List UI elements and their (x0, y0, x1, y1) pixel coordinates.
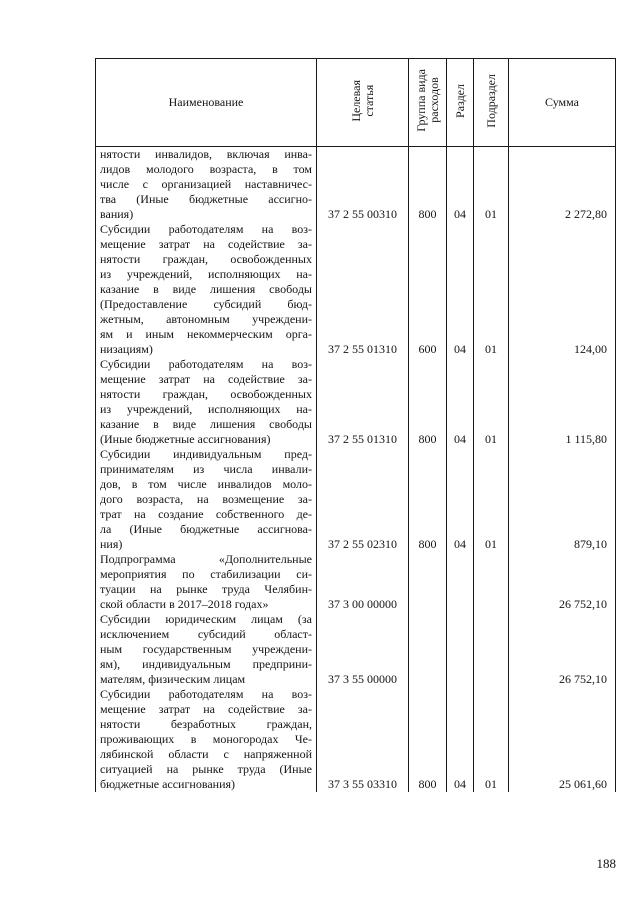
table-body (96, 147, 616, 793)
row-name-line: исключением субсидий област- (100, 627, 312, 641)
row-name-line: мещение затрат на содействие за- (100, 237, 312, 251)
row-name (96, 447, 317, 552)
row-name-line: дов, в том числе инвалидов моло- (100, 477, 312, 491)
table-row (96, 222, 616, 357)
row-subsection: 01 (474, 357, 509, 447)
row-name-line: Субсидии юридическим лицам (за (100, 612, 312, 626)
row-name-line: (Предоставление субсидий бюд- (100, 297, 312, 311)
row-expense-group (409, 552, 447, 612)
row-sum: 2 272,80 (509, 147, 616, 223)
row-name-line: проживающих в моногородах Че- (100, 732, 312, 746)
row-name-line: Субсидии работодателям на воз- (100, 222, 312, 236)
budget-table (95, 58, 616, 792)
row-section: 04 (447, 447, 474, 552)
row-subsection (474, 612, 509, 687)
row-name-line: тва (Иные бюджетные ассигно- (100, 192, 312, 206)
row-target-article: 37 2 55 01310 (317, 222, 409, 357)
row-name-line: казание в виде лишения свободы (100, 282, 312, 296)
row-sum: 26 752,10 (509, 552, 616, 612)
row-expense-group: 800 (409, 357, 447, 447)
row-subsection: 01 (474, 447, 509, 552)
row-name-line: ям), индивидуальным предприни- (100, 657, 312, 671)
row-name-line: (Иные бюджетные ассигнования) (100, 432, 271, 446)
row-section: 04 (447, 357, 474, 447)
row-name-line: дого возраста, на возмещение за- (100, 492, 312, 506)
row-name-line: Субсидии работодателям на воз- (100, 357, 312, 371)
page-number: 188 (596, 856, 616, 871)
row-name-line: ситуацией на рынке труда (Иные (100, 762, 312, 776)
row-section (447, 612, 474, 687)
row-subsection: 01 (474, 147, 509, 223)
table-row (96, 447, 616, 552)
row-name-line: принимателям из числа инвали- (100, 462, 312, 476)
row-name-line: мателям, физическим лицам (100, 672, 246, 686)
row-target-article: 37 2 55 02310 (317, 447, 409, 552)
row-sum: 25 061,60 (509, 687, 616, 792)
row-name-line: трат на создание собственного де- (100, 507, 312, 521)
row-expense-group: 800 (409, 447, 447, 552)
table-row (96, 552, 616, 612)
row-name-line: нятости граждан, освобожденных (100, 252, 312, 266)
row-name (96, 552, 317, 612)
header-expense-group: Группа вида расходов (409, 59, 447, 147)
row-target-article: 37 3 00 00000 (317, 552, 409, 612)
row-name-line: Субсидии индивидуальным пред- (100, 447, 312, 461)
table-row (96, 612, 616, 687)
table-row (96, 357, 616, 447)
header-name: Наименование (96, 59, 317, 147)
row-target-article: 37 3 55 03310 (317, 687, 409, 792)
row-name (96, 612, 317, 687)
header-subsection: Подраздел (474, 59, 509, 147)
row-target-article: 37 2 55 00310 (317, 147, 409, 223)
row-expense-group (409, 612, 447, 687)
row-name (96, 357, 317, 447)
row-subsection (474, 552, 509, 612)
row-name-line: мероприятия по стабилизации си- (100, 567, 312, 581)
row-target-article: 37 2 55 01310 (317, 357, 409, 447)
row-expense-group: 800 (409, 687, 447, 792)
row-sum: 879,10 (509, 447, 616, 552)
row-subsection: 01 (474, 687, 509, 792)
row-section (447, 552, 474, 612)
table-header-row (96, 59, 616, 147)
row-name-line: Субсидии работодателям на воз- (100, 687, 312, 701)
row-name-line: из учреждений, исполняющих на- (100, 267, 312, 281)
row-name-line: Подпрограмма «Дополнительные (100, 552, 312, 566)
row-name-line: мещение затрат на содействие за- (100, 372, 312, 386)
row-sum: 124,00 (509, 222, 616, 357)
row-name-line: из учреждений, исполняющих на- (100, 402, 312, 416)
row-name (96, 147, 317, 223)
row-name-line: ла (Иные бюджетные ассигнова- (100, 522, 312, 536)
row-name-line: нятости инвалидов, включая инва- (100, 147, 312, 161)
row-name-line: нятости граждан, освобожденных (100, 387, 312, 401)
budget-table-wrapper (95, 58, 615, 848)
table-row (96, 147, 616, 223)
header-sum: Сумма (509, 59, 616, 147)
row-sum: 26 752,10 (509, 612, 616, 687)
row-target-article: 37 3 55 00000 (317, 612, 409, 687)
row-name-line: жетным, автономным учреждени- (100, 312, 312, 326)
table-row (96, 687, 616, 792)
row-name-line: казание в виде лишения свободы (100, 417, 312, 431)
row-section: 04 (447, 687, 474, 792)
row-name-line: мещение затрат на содействие за- (100, 702, 312, 716)
row-sum: 1 115,80 (509, 357, 616, 447)
row-name-line: ям и иным некоммерческим орга- (100, 327, 312, 341)
row-name-line: ния) (100, 537, 123, 551)
row-name-line: лябинской области с напряженной (100, 747, 312, 761)
row-subsection: 01 (474, 222, 509, 357)
header-section: Раздел (447, 59, 474, 147)
row-name-line: ным государственным учреждени- (100, 642, 312, 656)
row-name (96, 222, 317, 357)
row-name-line: числе с организацией наставничес- (100, 177, 312, 191)
row-expense-group: 800 (409, 147, 447, 223)
row-name-line: ской области в 2017–2018 годах» (100, 597, 269, 611)
row-expense-group: 600 (409, 222, 447, 357)
row-section: 04 (447, 222, 474, 357)
row-name (96, 687, 317, 792)
row-name-line: бюджетные ассигнования) (100, 777, 236, 791)
row-name-line: нятости безработных граждан, (100, 717, 312, 731)
row-name-line: низациям) (100, 342, 153, 356)
row-name-line: туации на рынке труда Челябин- (100, 582, 312, 596)
row-name-line: вания) (100, 207, 134, 221)
row-section: 04 (447, 147, 474, 223)
row-name-line: лидов молодого возраста, в том (100, 162, 312, 176)
header-target-article: Целевая статья (317, 59, 409, 147)
